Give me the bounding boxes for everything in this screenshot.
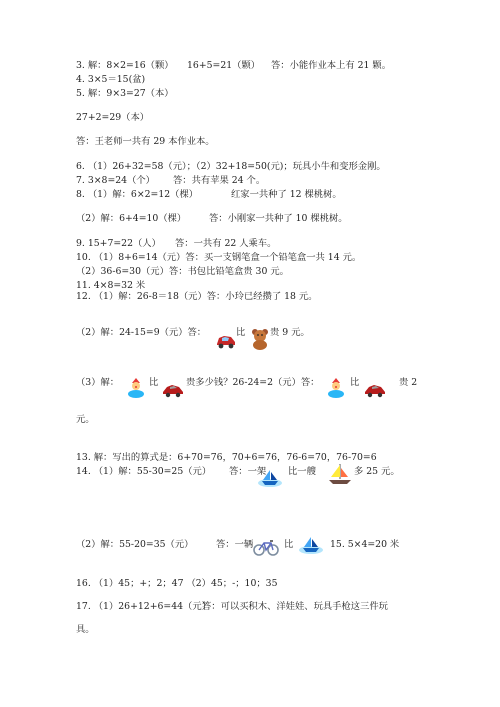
- answer-12-3-calc: 贵多少钱？26-24=2（元）答：: [186, 377, 320, 388]
- answer-12-3-compare: 比: [149, 377, 159, 388]
- answer-10-1: 10. （1）8+6=14（元）答：买一支钢笔盒一个铅笔盒一共 14 元。: [76, 252, 362, 263]
- answer-12-3-compare-2: 比: [350, 377, 360, 388]
- answer-17-calc: 17. （1）26+12+6=44（元）: [76, 601, 211, 612]
- toy-clown-icon-2: [327, 378, 345, 398]
- toy-plane-icon: [162, 382, 184, 398]
- sailboat-icon: [327, 463, 353, 487]
- toy-clown-icon: [127, 378, 145, 398]
- answer-8-2-calc: （2）解：6+4=10（棵）: [76, 213, 187, 224]
- answer-9-calc: 9. 15+7=22（人）: [76, 238, 161, 249]
- answer-10-2: （2）36-6=30（元）答：书包比铅笔盒贵 30 元。: [76, 266, 289, 277]
- answer-8-2-result: 答：小刚家一共种了 10 棵桃树。: [209, 213, 348, 224]
- toy-car-icon: [215, 333, 237, 349]
- answer-7-result: 答：共有苹果 24 个。: [173, 175, 266, 186]
- teddy-bear-icon: [250, 328, 270, 350]
- answer-14-2-result: 15. 5×4=20 米: [330, 539, 400, 550]
- answer-9-result: 答：一共有 22 人乘车。: [175, 238, 277, 249]
- toy-boat-icon: [257, 468, 283, 488]
- answer-12-3-result: 贵 2: [399, 377, 418, 388]
- answer-12-1: 12. （1）解：26-8＝18（元）答：小玲已经攒了 18 元。: [76, 291, 318, 302]
- answer-4: 4. 3×5＝15(盆): [76, 74, 146, 85]
- answer-12-3-unit: 元。: [76, 414, 95, 425]
- answer-14-1-label: 答：一架: [229, 466, 267, 477]
- answer-7-calc: 7. 3×8=24（个）: [76, 175, 155, 186]
- answer-3-result: 答：小能作业本上有 21 颗。: [271, 60, 392, 71]
- answer-6: 6. （1）26+32=58（元）；（2）32+18=50(元)；玩具小牛和变形金刚。: [76, 161, 386, 172]
- answer-14-1-compare: 比一艘: [288, 466, 316, 477]
- toy-plane-icon-2: [364, 382, 386, 398]
- answer-14-2-calc: （2）解：55-20=35（元）: [76, 539, 194, 550]
- answer-14-2-label: 答：一辆: [216, 539, 254, 550]
- answer-14-1-calc: 14. （1）解：55-30=25（元）: [76, 466, 212, 477]
- answer-12-2-compare: 比: [236, 327, 246, 338]
- bicycle-icon: [252, 537, 280, 557]
- answer-12-2-result: 贵 9 元。: [270, 327, 310, 338]
- answer-17-end: 具。: [76, 624, 95, 635]
- answer-11: 11. 4×8=32 米: [76, 280, 146, 291]
- answer-14-1-result: 多 25 元。: [354, 466, 400, 477]
- answer-3-calc-2: 16+5=21（颗）: [187, 60, 261, 71]
- answer-8-1-result: 红家一共种了 12 棵桃树。: [231, 189, 342, 200]
- answer-12-2-calc: （2）解：24-15=9（元）答：: [76, 327, 207, 338]
- answer-13: 13. 解：写出的算式是：6+70=76，70+6=76，76-6=70，76-70=6: [76, 452, 377, 463]
- answer-12-3-label: （3）解：: [76, 377, 120, 388]
- answer-5-calc-2: 27+2=29（本）: [76, 112, 150, 123]
- answer-8-1-calc: 8. （1）解：6×2=12（棵）: [76, 189, 199, 200]
- answer-17-result: 答：可以买积木、洋娃娃、玩具手枪这三件玩: [202, 601, 388, 612]
- answer-3-calc: 3. 解：8×2=16（颗）: [76, 60, 174, 71]
- answer-16: 16. （1）45；+；2；47 （2）45；-；10；35: [76, 578, 278, 589]
- answer-14-2-compare: 比: [284, 539, 294, 550]
- answer-5-calc: 5. 解：9×3=27（本）: [76, 88, 174, 99]
- toy-boat-icon-2: [298, 535, 324, 555]
- answer-5-result: 答：王老师一共有 29 本作业本。: [76, 136, 215, 147]
